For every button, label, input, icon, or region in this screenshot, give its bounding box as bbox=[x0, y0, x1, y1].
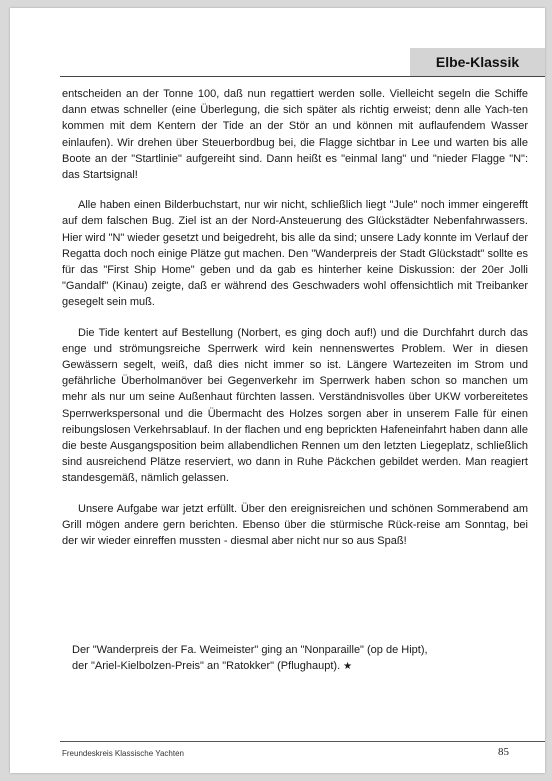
prize-line: der "Ariel-Kielbolzen-Preis" an "Ratokker" (Pflughaupt). ★ bbox=[72, 660, 353, 673]
paragraph: Unsere Aufgabe war jetzt erfüllt. Über den ereignisreichen und schönen Sommerabend am Grill mögen andere gern berichten. Ebenso über die stürmische Rück-reise am Sonntag, bei der wir wieder einreffen mussten - diesmal aber nicht nur so aus Spaß! bbox=[62, 502, 528, 548]
prize-line: Der "Wanderpreis der Fa. Weimeister" ging an "Nonparaille" (op de Hipt), bbox=[72, 644, 428, 656]
section-title: Elbe-Klassik bbox=[435, 54, 520, 70]
header-divider bbox=[60, 76, 545, 77]
article-body bbox=[62, 86, 528, 563]
paragraph: entscheiden an der Tonne 100, daß nun regattiert werden solle. Vielleicht segeln die Schiffe dann etwas schneller (eine Überlegung, die sich später als richtig erweist; denn alle Yach-ten kommen mit dem Kentern der Tide an der Stör an und können mit auflaufendem Wasser einlaufen). Wir drehen über Steuerbordbug bei, die Flagge sichtbar in Lee und warten bis alle Boote an der "Startlinie" aufgereiht sind. Dann heißt es "einmal lang" und "nieder Flagge "N": das Startsignal! bbox=[62, 88, 528, 182]
prize-results bbox=[72, 642, 512, 675]
paragraph: Die Tide kentert auf Bestellung (Norbert, es ging doch auf!) und die Durchfahrt durch das enge und strömungsreiche Sperrwerk wird kein nennenswertes Problem. Wer in diesen Gewässern segelt, weiß, daß dies nicht immer so ist. Längere Wartezeiten im Strom und gefährliche Überholmanöver bei Gegenverkehr im Sperrwerk haben schon so manchen um mehr als nur um seine Außenhaut fürchten lassen. Verständnisvolles über UKW vorbereitetes Sperrwerkspersonal und die Übermacht des Holzes sorgen aber in unserem Falle für einen reibungslosen Verkehrsablauf. In der flachen und eng beprickten Hafeneinfahrt haben dann alle die beste Ausgangsposition beim allabendlichen Rennen um den letzten Liegeplatz, schließlich sind ausreichend Plätze reserviert, wo dann in Ruhe Päckchen gebildet werden. Man reagiert standesgemäß, nämlich gelassen. bbox=[62, 326, 528, 485]
section-header-bar bbox=[410, 48, 545, 76]
footer-publication: Freundeskreis Klassische Yachten bbox=[62, 749, 184, 758]
document-page bbox=[10, 8, 545, 773]
page-number: 85 bbox=[498, 746, 509, 758]
star-icon: ★ bbox=[343, 661, 353, 673]
paragraph: Alle haben einen Bilderbuchstart, nur wir nicht, schließlich liegt "Jule" noch immer eingerefft auf dem falschen Bug. Ziel ist an der Nord-Ansteuerung des Glückstädter Nebenfahrwassers. Hier wird "N" wieder gesetzt und beigedreht, bis alle da sind; unsere Lady konnte im Verlauf der Regatta doch noch einige Plätze gut machen. Den "Wanderpreis der Stadt Glückstadt" sollte es für das "First Ship Home" geben und da gab es hinterher keine Diskussion: der 20er Jolli "Gandalf" (Kinau) zeigte, daß er während des Geschwaders wohl offensichtlich mit Treibanker gesegelt sein muß. bbox=[62, 199, 528, 309]
footer-divider bbox=[60, 741, 545, 742]
